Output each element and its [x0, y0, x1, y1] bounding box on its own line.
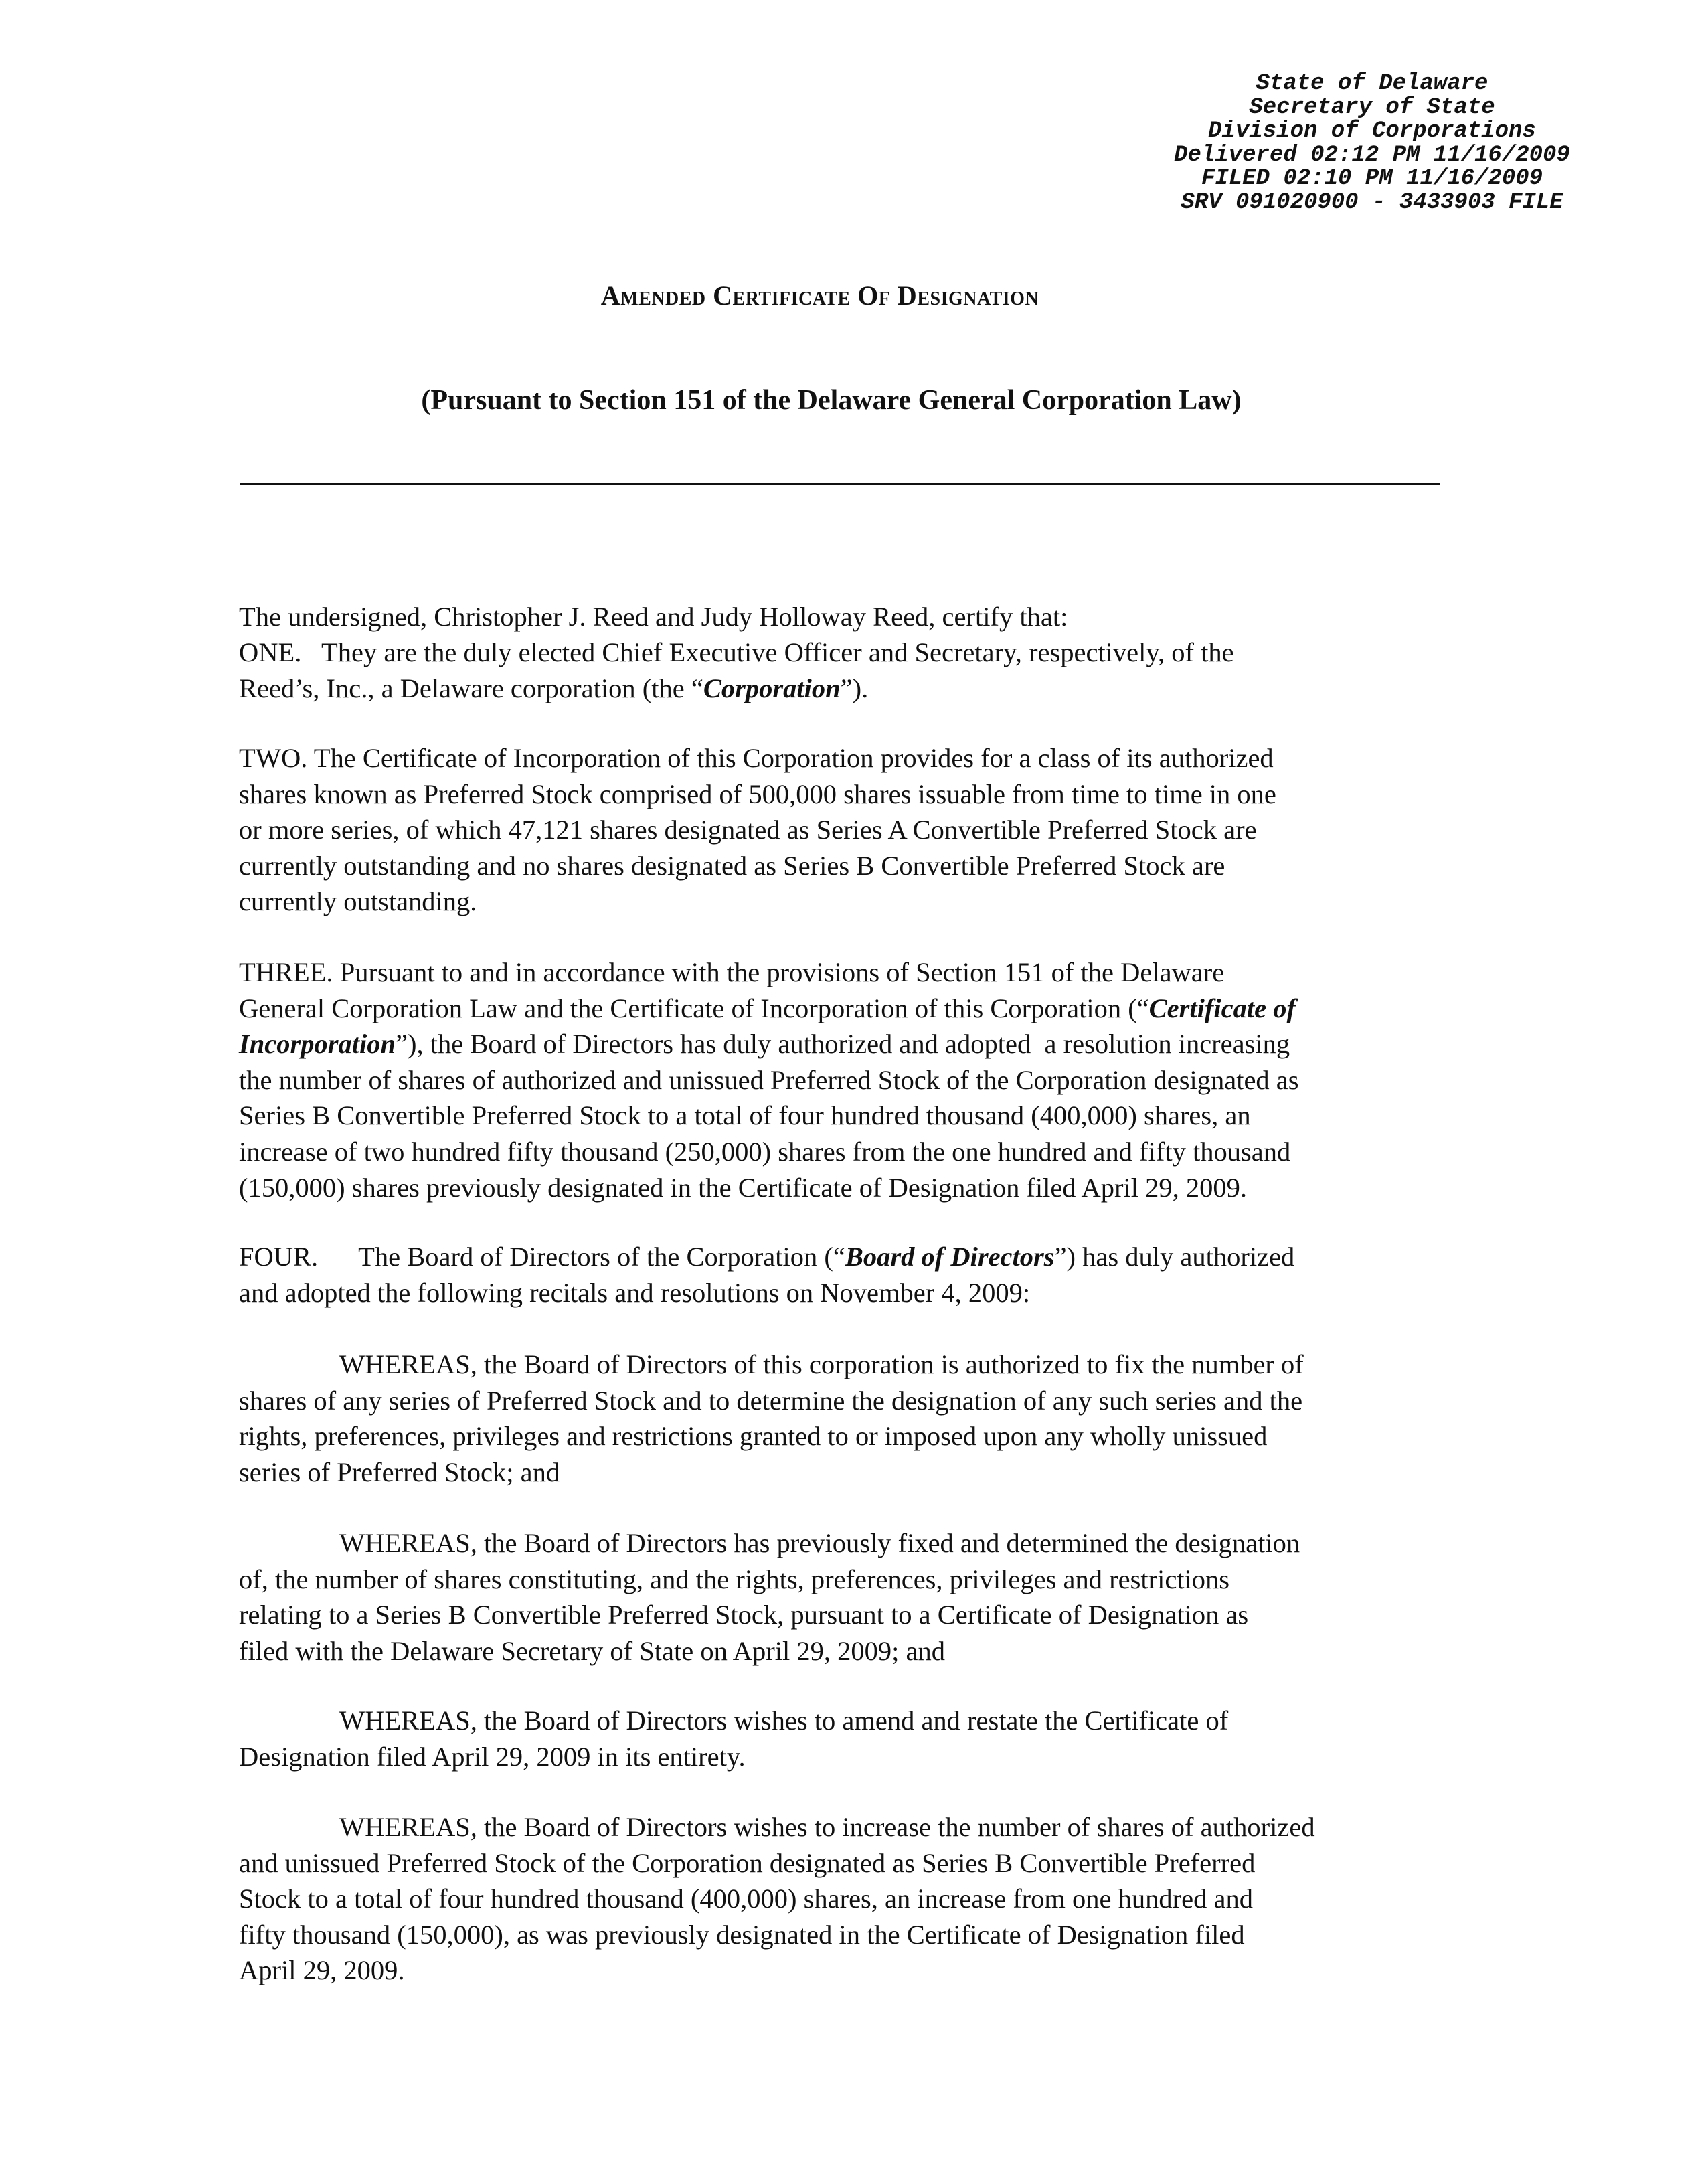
text-line [239, 884, 1276, 920]
defined-term: Board of Directors [845, 1242, 1055, 1272]
text-line [239, 1952, 1315, 1989]
text-segment: rights, preferences, privileges and restrictions granted to or imposed upon any wholly unissued [239, 1421, 1268, 1452]
text-line [239, 1703, 1228, 1739]
text-line [239, 599, 1068, 635]
text-segment: currently outstanding. [239, 886, 477, 917]
text-segment: ”). [840, 673, 869, 703]
text-line [239, 1633, 1300, 1669]
text-segment: relating to a Series B Convertible Preferred Stock, pursuant to a Certificate of Designation as [239, 1600, 1249, 1630]
text-segment: The undersigned, Christopher J. Reed and Judy Holloway Reed, certify that: [239, 602, 1068, 632]
text-segment: shares known as Preferred Stock comprised of 500,000 shares issuable from time to time in one [239, 778, 1276, 809]
text-segment: ”) has duly authorized [1054, 1242, 1295, 1272]
defined-term: Certificate of [1148, 993, 1296, 1023]
text-line [239, 1845, 1315, 1881]
paragraph-whereas-3 [239, 1703, 1228, 1774]
text-segment: April 29, 2009. [239, 1955, 405, 1986]
text-segment: (150,000) shares previously designated in the Certificate of Designation filed April 29, 2009. [239, 1172, 1248, 1203]
text-segment: General Corporation Law and the Certificate of Incorporation of this Corporation (“ [239, 993, 1149, 1023]
paragraph-four [239, 1239, 1294, 1311]
text-line [239, 1026, 1299, 1062]
stamp-line: Secretary of State [1249, 94, 1495, 120]
text-line [239, 1917, 1315, 1953]
text-line [239, 1098, 1299, 1134]
paragraph-one [239, 635, 1234, 706]
text-segment: currently outstanding and no shares designated as Series B Convertible Preferred Stock are [239, 850, 1225, 881]
text-segment: WHEREAS, the Board of Directors of this corporation is authorized to fix the number of [339, 1349, 1304, 1379]
text-line [239, 848, 1276, 884]
text-line [239, 954, 1299, 991]
text-line [239, 1239, 1294, 1275]
text-segment: or more series, of which 47,121 shares designated as Series A Convertible Preferred Stock are [239, 815, 1257, 845]
stamp-line: Delivered 02:12 PM 11/16/2009 [1174, 142, 1570, 168]
text-line [239, 1525, 1300, 1562]
stamp-line: State of Delaware [1256, 71, 1488, 96]
paragraph-two [239, 740, 1276, 920]
text-segment: Designation filed April 29, 2009 in its entirety. [239, 1741, 746, 1772]
paragraph-whereas-2 [239, 1525, 1300, 1669]
text-line [239, 991, 1299, 1027]
text-line [239, 1062, 1299, 1098]
paragraph-three [239, 954, 1299, 1205]
stamp-line: Division of Corporations [1208, 118, 1536, 144]
text-segment: and unissued Preferred Stock of the Corporation designated as Series B Convertible Preferred [239, 1847, 1256, 1878]
text-segment: shares of any series of Preferred Stock and to determine the designation of any such series and the [239, 1385, 1303, 1416]
text-line [239, 1275, 1294, 1311]
text-line [239, 1809, 1315, 1845]
text-segment: and adopted the following recitals and resolutions on November 4, 2009: [239, 1277, 1031, 1308]
horizontal-rule [240, 483, 1440, 485]
text-line [239, 1739, 1228, 1775]
text-line [239, 635, 1234, 671]
text-segment: ”), the Board of Directors has duly authorized and adopted a resolution increasing [396, 1029, 1290, 1060]
defined-term: Incorporation [239, 1029, 396, 1060]
stamp-line: FILED 02:10 PM 11/16/2009 [1201, 166, 1543, 191]
text-segment: WHEREAS, the Board of Directors wishes to increase the number of shares of authorized [339, 1812, 1315, 1842]
paragraph-whereas-1 [239, 1347, 1304, 1490]
text-segment: Reed’s, Inc., a Delaware corporation (the “ [239, 673, 703, 703]
filing-stamp [1138, 72, 1606, 215]
text-line [239, 1881, 1315, 1917]
text-line [239, 1383, 1304, 1419]
text-segment: fifty thousand (150,000), as was previously designated in the Certificate of Designation filed [239, 1919, 1245, 1950]
text-segment: Series B Convertible Preferred Stock to a total of four hundred thousand (400,000) shares, an [239, 1100, 1251, 1131]
text-segment: increase of two hundred fifty thousand (250,000) shares from the one hundred and fifty thousand [239, 1136, 1291, 1167]
text-segment: FOUR. The Board of Directors of the Corporation (“ [239, 1242, 845, 1272]
text-segment: ONE. They are the duly elected Chief Executive Officer and Secretary, respectively, of the [239, 637, 1234, 667]
text-segment: the number of shares of authorized and unissued Preferred Stock of the Corporation designated as [239, 1064, 1299, 1095]
text-segment: THREE. Pursuant to and in accordance with the provisions of Section 151 of the Delaware [239, 957, 1225, 987]
text-segment: of, the number of shares constituting, and the rights, preferences, privileges and restrictions [239, 1564, 1230, 1594]
text-segment: series of Preferred Stock; and [239, 1456, 560, 1487]
text-line [239, 1597, 1300, 1633]
text-line [239, 740, 1276, 776]
text-line [239, 1347, 1304, 1383]
text-line [239, 1170, 1299, 1206]
stamp-line: SRV 091020900 - 3433903 FILE [1181, 189, 1563, 216]
document-title: Amended Certificate Of Designation [600, 280, 1039, 311]
text-line [239, 776, 1276, 813]
text-segment: TWO. The Certificate of Incorporation of this Corporation provides for a class of its authorized [239, 743, 1274, 773]
text-line [239, 1134, 1299, 1170]
text-line [239, 1562, 1300, 1598]
text-line [239, 1418, 1304, 1454]
defined-term: Corporation [703, 673, 841, 703]
text-line [239, 1454, 1304, 1491]
document-subtitle: (Pursuant to Section 151 of the Delaware General Corporation Law) [421, 385, 1242, 416]
paragraph-intro [239, 599, 1068, 635]
text-segment: filed with the Delaware Secretary of State on April 29, 2009; and [239, 1635, 945, 1666]
text-line [239, 671, 1234, 707]
paragraph-whereas-4 [239, 1809, 1315, 1989]
text-segment: WHEREAS, the Board of Directors wishes to amend and restate the Certificate of [339, 1705, 1229, 1736]
text-segment: WHEREAS, the Board of Directors has previously fixed and determined the designation [339, 1528, 1300, 1558]
text-line [239, 812, 1276, 848]
text-segment: Stock to a total of four hundred thousand (400,000) shares, an increase from one hundred and [239, 1883, 1253, 1914]
